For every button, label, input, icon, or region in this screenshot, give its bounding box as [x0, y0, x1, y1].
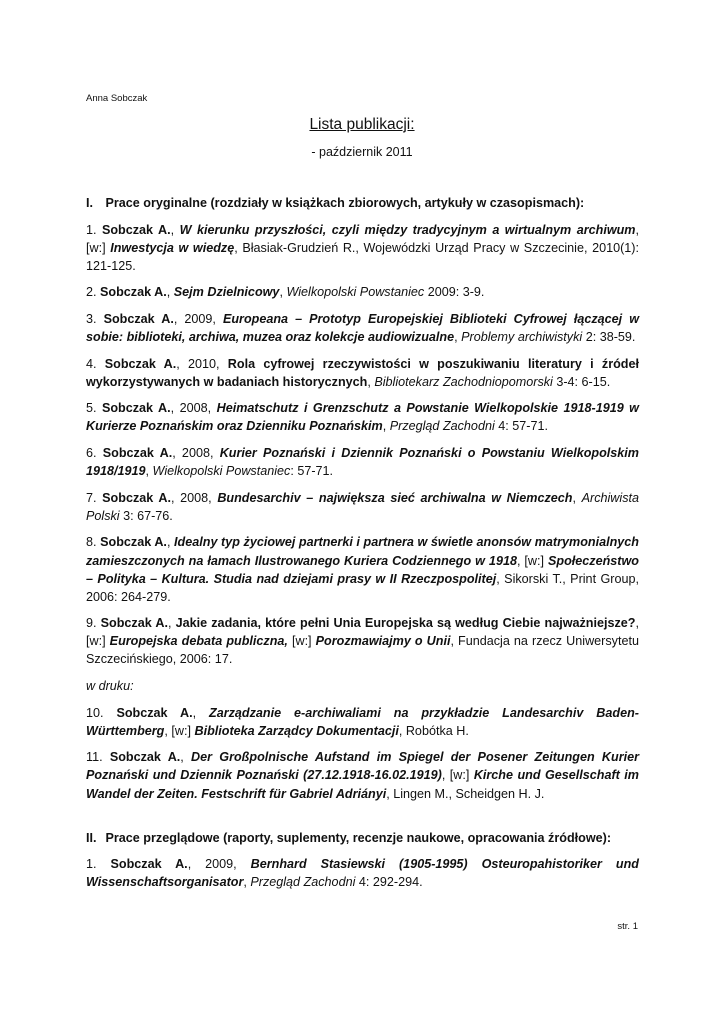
- publication-entry: [86, 614, 639, 668]
- text-run: 1.: [86, 222, 102, 237]
- text-run: , 2009,: [173, 311, 223, 326]
- publication-entry: [86, 444, 639, 480]
- text-run: ,: [166, 535, 175, 550]
- publication-entry: [86, 221, 639, 275]
- text-run: Biblioteka Zarządcy Dokumentacji: [194, 723, 399, 738]
- text-run: , 2008,: [171, 490, 218, 505]
- page-title: Lista publikacji:: [309, 116, 415, 133]
- text-run: , Sikorski T., Print Group, 2006: 264-279.: [86, 571, 639, 604]
- text-run: , Fundacja na rzecz Uniwersytetu Szczecińskiego, 2006: 17.: [86, 634, 639, 667]
- text-run: ,: [382, 419, 390, 434]
- text-run: ,: [180, 750, 192, 765]
- text-run: Sobczak A.: [102, 446, 173, 461]
- page-number: str. 1: [617, 921, 638, 932]
- text-run: Idealny typ życiowej partnerki i partnera w świetle anonsów matrymonialnych zamieszczonych na łamach Ilustrowanego Kuriera Codziennego w 1918: [86, 535, 639, 568]
- text-run: Problemy archiwistyki: [461, 330, 583, 345]
- text-run: ,: [168, 616, 176, 631]
- text-run: Porozmawiajmy o Unii: [315, 634, 451, 649]
- text-run: , 2008,: [172, 446, 220, 461]
- section-heading-original-works: [86, 194, 639, 212]
- text-run: 3.: [86, 311, 104, 326]
- text-run: Sobczak A.: [104, 356, 177, 371]
- text-run: 3-4: 6-15.: [552, 374, 611, 389]
- text-run: , [w:]: [86, 616, 639, 649]
- publication-entry: [86, 399, 639, 435]
- section-title: Prace oryginalne (rozdziały w książkach zbiorowych, artykuły w czasopismach):: [105, 196, 585, 210]
- text-run: Sobczak A.: [116, 705, 193, 720]
- publication-entry: [86, 310, 639, 346]
- text-run: 2: 38-59.: [582, 330, 636, 345]
- text-run: 4: 57-71.: [494, 419, 548, 434]
- text-run: ,: [166, 285, 174, 300]
- text-run: W kierunku przyszłości, czyli między tradycyjnym a wirtualnym archiwum: [179, 222, 636, 237]
- publication-list: [86, 194, 639, 900]
- text-run: 11.: [86, 750, 110, 765]
- text-run: , [w:]: [86, 222, 640, 255]
- publication-entry: [86, 533, 639, 605]
- text-run: ,: [367, 374, 375, 389]
- text-run: Jakie zadania, które pełni Unia Europejska są według Ciebie najważniejsze?: [175, 616, 636, 631]
- text-run: Przegląd Zachodni: [389, 419, 495, 434]
- text-run: Rola cyfrowej rzeczywistości w poszukiwaniu literatury i źródeł wykorzystywanych w badaniach historycznych: [86, 356, 639, 389]
- text-run: 5.: [86, 401, 102, 416]
- text-run: Sobczak A.: [101, 401, 171, 416]
- text-run: 1.: [86, 857, 111, 872]
- in-print-label: w druku:: [86, 679, 134, 694]
- text-run: , Błasiak-Grudzień R., Wojewódzki Urząd Pracy w Szczecinie, 2010(1): 121-125.: [86, 240, 639, 273]
- text-run: Zarządzanie e-archiwaliami na przykładzie Landesarchiv Baden-Württemberg: [86, 705, 639, 738]
- text-run: Sejm Dzielnicowy: [173, 285, 280, 300]
- review-entry: [86, 855, 639, 891]
- text-run: Kirche und Gesellschaft im Wandel der Zeiten. Festschrift für Gabriel Adriányi: [86, 768, 639, 801]
- text-run: Sobczak A.: [100, 616, 168, 631]
- text-run: Heimatschutz i Grenzschutz a Powstanie Wielkopolskie 1918-1919 w Kurierze Poznańskim oraz Dzienniku Poznańskim: [86, 401, 639, 434]
- publication-entry-in-print: [86, 704, 639, 740]
- text-run: ,: [572, 490, 582, 505]
- text-run: : 57-71.: [290, 464, 334, 479]
- text-run: Społeczeństwo – Polityka – Kultura. Studia nad dziejami prasy w II Rzeczpospolitej: [86, 553, 639, 586]
- text-run: , 2008,: [170, 401, 217, 416]
- text-run: Sobczak A.: [100, 285, 167, 300]
- page-subtitle-date: - październik 2011: [311, 145, 413, 159]
- text-run: [w:]: [287, 634, 316, 649]
- text-run: , [w:]: [164, 723, 195, 738]
- text-run: Przegląd Zachodni: [250, 875, 356, 890]
- text-run: Sobczak A.: [102, 490, 172, 505]
- text-run: , 2010,: [176, 356, 228, 371]
- text-run: Der Großpolnische Aufstand im Spiegel der Posener Zeitungen Kurier Poznański und Dziennik Poznański (27.12.1918-16.02.1919): [86, 750, 639, 783]
- text-run: ,: [279, 285, 287, 300]
- text-run: Archiwista Polski: [86, 490, 639, 523]
- text-run: 7.: [86, 490, 103, 505]
- text-run: Wielkopolski Powstaniec: [286, 285, 425, 300]
- text-run: Bundesarchiv – największa sieć archiwalna w Niemczech: [217, 490, 573, 505]
- text-run: 4: 292-294.: [355, 875, 423, 890]
- text-run: ,: [170, 222, 180, 237]
- text-run: , 2009,: [187, 857, 251, 872]
- text-run: Sobczak A.: [110, 857, 188, 872]
- text-run: 6.: [86, 446, 103, 461]
- text-run: Sobczak A.: [101, 222, 171, 237]
- text-run: Kurier Poznański i Dziennik Poznański o Powstaniu Wielkopolskim 1918/1919: [86, 446, 639, 479]
- text-run: 10.: [86, 705, 117, 720]
- text-run: 8.: [86, 535, 101, 550]
- section-number: II.: [86, 830, 97, 845]
- text-run: ,: [192, 705, 210, 720]
- text-run: Sobczak A.: [109, 750, 181, 765]
- text-run: , [w:]: [441, 768, 474, 783]
- text-run: ,: [145, 464, 153, 479]
- text-run: 2009: 3-9.: [424, 285, 485, 300]
- publication-entry-in-print: [86, 748, 639, 802]
- text-run: Bibliotekarz Zachodniopomorski: [374, 374, 553, 389]
- text-run: ,: [243, 875, 251, 890]
- text-run: , Robótka H.: [398, 723, 469, 738]
- text-run: Europejska debata publiczna,: [109, 634, 288, 649]
- text-run: 3: 67-76.: [119, 508, 173, 523]
- text-run: 9.: [86, 616, 101, 631]
- text-run: Sobczak A.: [103, 311, 174, 326]
- publication-entry: [86, 355, 639, 391]
- publication-entry: [86, 283, 639, 301]
- author-name: Anna Sobczak: [86, 93, 148, 104]
- text-run: Europeana – Prototyp Europejskiej Biblioteki Cyfrowej łączącej w sobie: biblioteki, archiwa, muzea oraz kolekcje audiowizualne: [86, 311, 639, 345]
- text-run: 4.: [86, 356, 105, 371]
- text-run: , [w:]: [516, 553, 548, 568]
- publication-entry: [86, 489, 639, 525]
- text-run: Wielkopolski Powstaniec: [152, 464, 291, 479]
- text-run: Sobczak A.: [100, 535, 167, 550]
- section-title: Prace przeglądowe (raporty, suplementy, recenzje naukowe, opracowania źródłowe):: [105, 830, 612, 845]
- text-run: ,: [454, 330, 462, 345]
- text-run: Bernhard Stasiewski (1905-1995) Osteuropahistoriker und Wissenschaftsorganisator: [86, 857, 639, 890]
- text-run: Inwestycja w wiedzę: [110, 240, 235, 255]
- text-run: 2.: [86, 285, 101, 300]
- section-heading-review-works: [86, 829, 639, 847]
- section-number: I.: [86, 196, 93, 210]
- text-run: , Lingen M., Scheidgen H. J.: [386, 786, 545, 801]
